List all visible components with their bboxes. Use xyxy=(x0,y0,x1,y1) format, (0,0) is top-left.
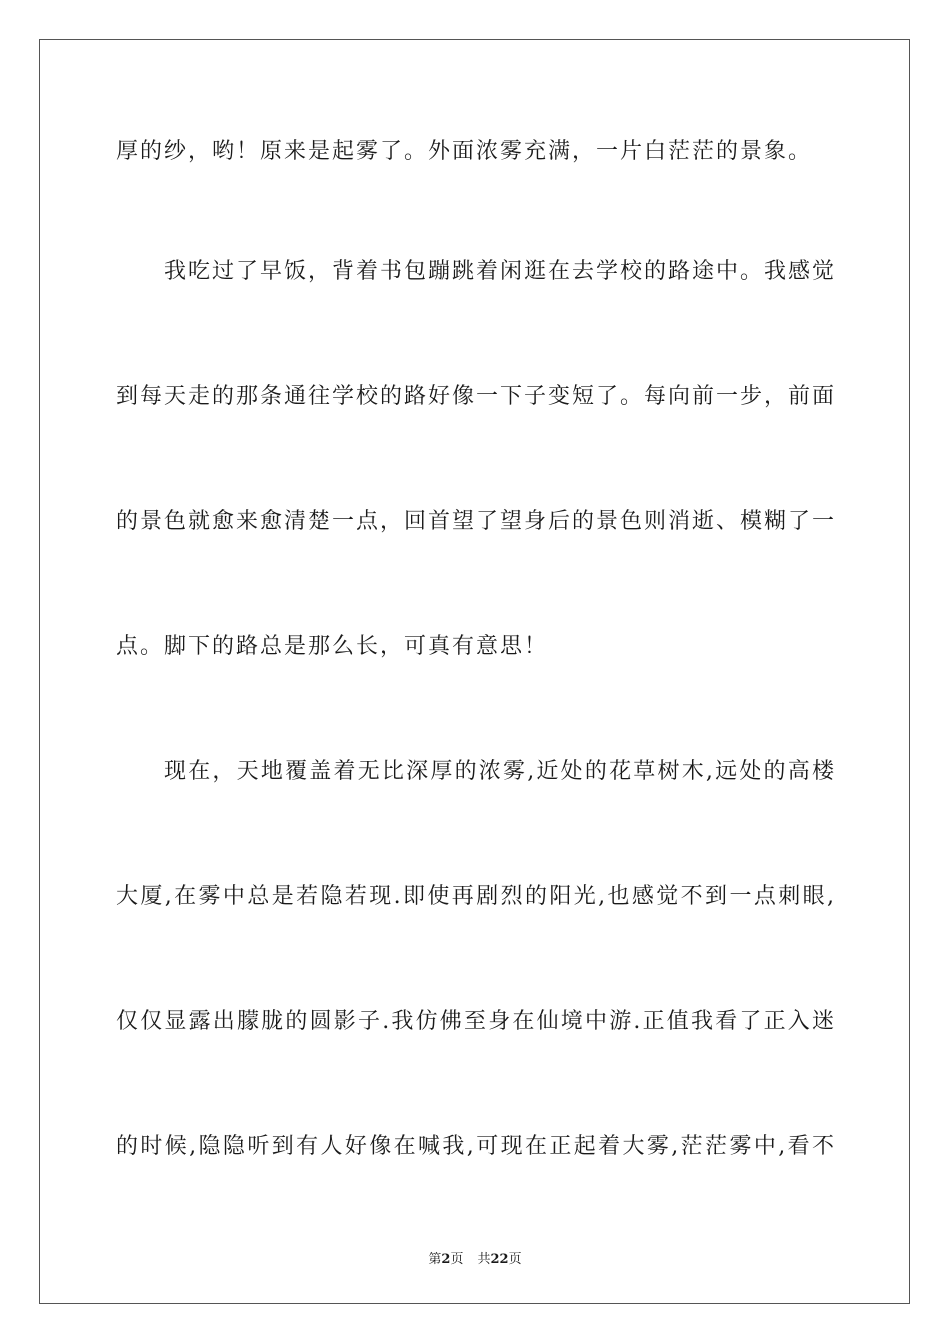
footer-page-prefix: 第 xyxy=(428,1252,442,1267)
footer-page-number: 2 xyxy=(441,1252,451,1267)
paragraph-2-line-4: 点。脚下的路总是那么长，可真有意思！ xyxy=(116,634,549,659)
paragraph-3-line-1: 现在，天地覆盖着无比深厚的浓雾,近处的花草树木,远处的高楼 xyxy=(164,759,836,784)
footer-total-pages: 22 xyxy=(490,1252,509,1267)
footer-page-suffix: 页 xyxy=(450,1252,464,1267)
footer-total-suffix: 页 xyxy=(508,1252,522,1267)
paragraph-3-line-2: 大厦,在雾中总是若隐若现.即使再剧烈的阳光,也感觉不到一点刺眼, xyxy=(116,884,836,909)
paragraph-2-line-2: 到每天走的那条通往学校的路好像一下子变短了。每向前一步，前面 xyxy=(116,384,837,409)
page-border xyxy=(39,39,910,1304)
paragraph-2-line-3: 的景色就愈来愈清楚一点，回首望了望身后的景色则消逝、模糊了一 xyxy=(116,509,837,534)
text-line-1: 厚的纱，哟！原来是起雾了。外面浓雾充满，一片白茫茫的景象。 xyxy=(116,139,813,164)
page-footer xyxy=(0,1248,950,1267)
paragraph-3-line-3: 仅仅显露出朦胧的圆影子.我仿佛至身在仙境中游.正值我看了正入迷 xyxy=(116,1009,836,1034)
footer-total-prefix: 共 xyxy=(477,1252,491,1267)
paragraph-2-line-1: 我吃过了早饭，背着书包蹦跳着闲逛在去学校的路途中。我感觉 xyxy=(164,259,837,284)
paragraph-3-line-4: 的时候,隐隐听到有人好像在喊我,可现在正起着大雾,茫茫雾中,看不 xyxy=(116,1134,836,1159)
